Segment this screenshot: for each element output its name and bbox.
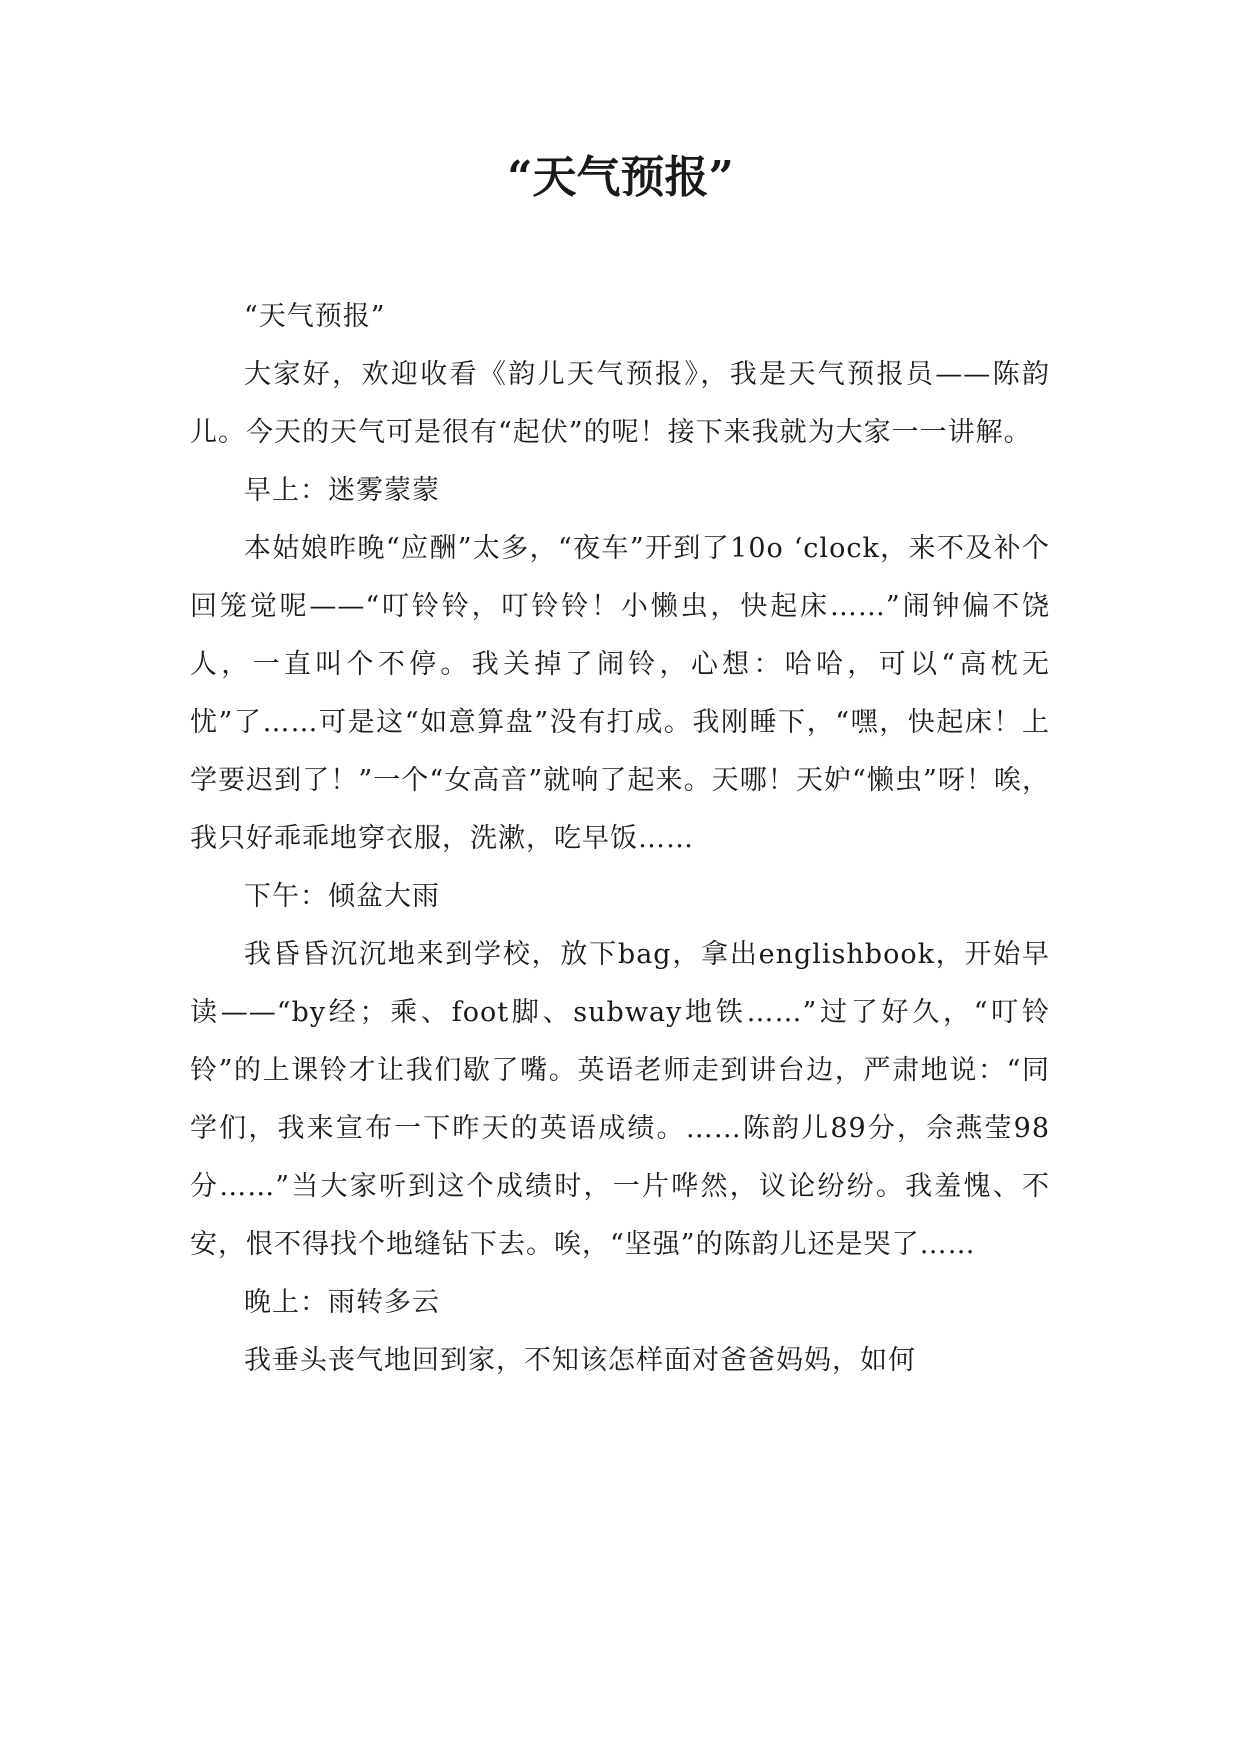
- paragraph-morning: 本姑娘昨晚“应酬”太多，“夜车”开到了10o ‘clock，来不及补个回笼觉呢——“叮铃铃，叮铃铃！小懒虫，快起床……”闹钟偏不饶人，一直叫个不停。我关掉了闹铃，心想：哈哈，可以“高枕无忧”了……可是这“如意算盘”没有打成。我刚睡下，“嘿，快起床！上学要迟到了！”一个“女高音”就响了起来。天哪！天妒“懒虫”呀！唉，我只好乖乖地穿衣服，洗漱，吃早饭……: [190, 533, 1050, 854]
- section-heading-afternoon: 下午：倾盆大雨: [244, 881, 440, 912]
- paragraph-evening: 我垂头丧气地回到家，不知该怎样面对爸爸妈妈，如何: [244, 1345, 916, 1376]
- document-body: [190, 288, 1050, 1390]
- paragraph-afternoon: 我昏昏沉沉地来到学校，放下bag，拿出englishbook，开始早读——“by经；乘、foot脚、subway地铁……”过了好久，“叮铃铃”的上课铃才让我们歇了嘴。英语老师走到讲台边，严肃地说：“同学们，我来宣布一下昨天的英语成绩。……陈韵儿89分，佘燕莹98分……”当大家听到这个成绩时，一片哗然，议论纷纷。我羞愧、不安，恨不得找个地缝钻下去。唉，“坚强”的陈韵儿还是哭了……: [190, 939, 1050, 1260]
- document-title: “天气预报”: [507, 152, 734, 203]
- paragraph-subtitle: “天气预报”: [244, 301, 386, 332]
- section-heading-evening: 晚上：雨转多云: [244, 1287, 440, 1318]
- section-heading-morning: 早上：迷雾蒙蒙: [244, 475, 440, 506]
- paragraph-intro: 大家好，欢迎收看《韵儿天气预报》，我是天气预报员——陈韵儿。今天的天气可是很有“起伏”的呢！接下来我就为大家一一讲解。: [190, 359, 1050, 448]
